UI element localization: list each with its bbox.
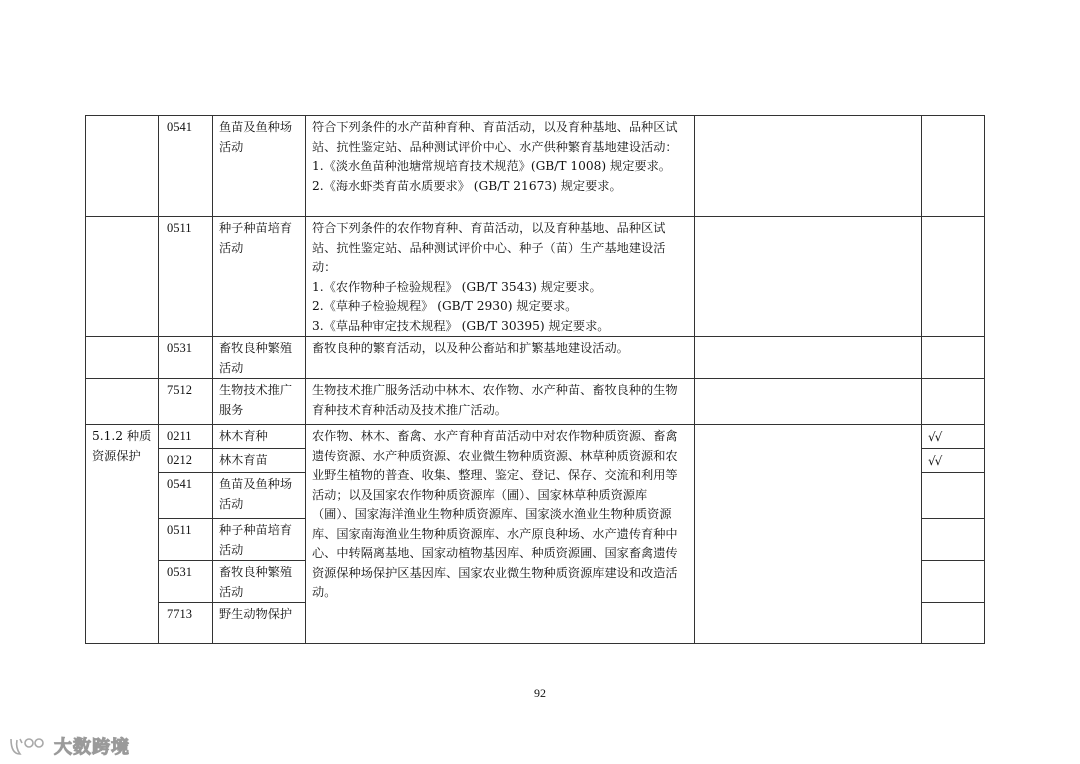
description-cell (306, 116, 695, 217)
empty-cell (695, 116, 922, 217)
watermark-text: 大数跨境 (54, 737, 130, 758)
category-cell-empty (86, 217, 159, 337)
description-cell (306, 217, 695, 337)
industry-code: 0531 (159, 561, 213, 603)
industry-code: 0541 (159, 116, 213, 217)
watermark-logo-icon (8, 735, 48, 757)
industry-name: 畜牧良种繁殖活动 (213, 337, 306, 379)
check-mark (922, 473, 985, 519)
description-cell: 农作物、林木、畜禽、水产育种育苗活动中对农作物种质资源、畜禽遗传资源、水产种质资源、农业微生物种质资源、林草种质资源和农业野生植物的普查、收集、整理、鉴定、登记、保存、交流和利用等活动；以及国家农作物种质资源库（圃）、国家林草种质资源库（圃）、国家海洋渔业生物种质资源库、国家淡水渔业生物种质资源库、国家南海渔业生物种质资源库、水产原良种场、水产遗传育种中心、中转隔离基地、国家动植物基因库、种质资源圃、国家畜禽遗传资源保种场保护区基因库、国家农业微生物种质资源库建设和改造活动。 (306, 425, 695, 644)
industry-name: 畜牧良种繁殖活动 (213, 561, 306, 603)
category-cell-empty (86, 337, 159, 379)
standard-item: 2.《海水虾类育苗水质要求》 (GB/T 21673) 规定要求。 (312, 178, 622, 193)
check-mark (922, 561, 985, 603)
industry-code: 7713 (159, 603, 213, 644)
industry-name: 种子种苗培育活动 (213, 217, 306, 337)
check-cell (922, 337, 985, 379)
description-text: 符合下列条件的农作物育种、育苗活动，以及育种基地、品种区试站、抗性鉴定站、品种测试评价中心、种子（苗）生产基地建设活动： (312, 221, 666, 274)
industry-name: 生物技术推广服务 (213, 379, 306, 425)
check-cell (922, 217, 985, 337)
check-cell (922, 116, 985, 217)
check-mark: √√ (922, 425, 985, 449)
table-row (86, 116, 985, 217)
description-text: 符合下列条件的水产苗种育种、育苗活动，以及育种基地、品种区试站、抗性鉴定站、品种测试评价中心、水产供种繁育基地建设活动： (312, 120, 678, 154)
industry-name: 种子种苗培育活动 (213, 519, 306, 561)
page-number: 92 (534, 686, 546, 700)
empty-cell (695, 217, 922, 337)
industry-code: 7512 (159, 379, 213, 425)
industry-name: 野生动物保护 (213, 603, 306, 644)
table-row (86, 217, 985, 337)
table-row (86, 337, 985, 379)
industry-name: 林木育种 (213, 425, 306, 449)
category-cell-empty (86, 379, 159, 425)
description-text: 畜牧良种的繁育活动，以及种公畜站和扩繁基地建设活动。 (312, 341, 629, 355)
description-text: 生物技术推广服务活动中林木、农作物、水产种苗、畜牧良种的生物育种技术育种活动及技术推广活动。 (312, 383, 678, 417)
industry-name: 鱼苗及鱼种场活动 (213, 473, 306, 519)
table-row (86, 379, 985, 425)
empty-cell (695, 425, 922, 644)
standard-item: 1.《淡水鱼苗种池塘常规培育技术规范》(GB/T 1008) 规定要求。 (312, 159, 671, 173)
category-cell-empty (86, 116, 159, 217)
industry-code: 0212 (159, 449, 213, 473)
empty-cell (695, 379, 922, 425)
watermark (8, 733, 130, 759)
industry-name: 鱼苗及鱼种场活动 (213, 116, 306, 217)
check-mark (922, 603, 985, 644)
industry-code: 0511 (159, 519, 213, 561)
empty-cell (695, 337, 922, 379)
standard-item: 2.《草种子检验规程》 (GB/T 2930) 规定要求。 (312, 299, 578, 313)
industry-code: 0541 (159, 473, 213, 519)
description-cell (306, 337, 695, 379)
industry-code: 0531 (159, 337, 213, 379)
standard-item: 1.《农作物种子检验规程》 (GB/T 3543) 规定要求。 (312, 279, 602, 294)
section-title: 5.1.2 种质资源保护 (86, 425, 159, 644)
check-cell (922, 379, 985, 425)
table-row (86, 425, 985, 449)
classification-table (85, 115, 985, 644)
standard-item: 3.《草品种审定技术规程》 (GB/T 30395) 规定要求。 (312, 318, 610, 333)
industry-code: 0511 (159, 217, 213, 337)
check-mark: √√ (922, 449, 985, 473)
industry-name: 林木育苗 (213, 449, 306, 473)
check-mark (922, 519, 985, 561)
industry-code: 0211 (159, 425, 213, 449)
description-cell (306, 379, 695, 425)
